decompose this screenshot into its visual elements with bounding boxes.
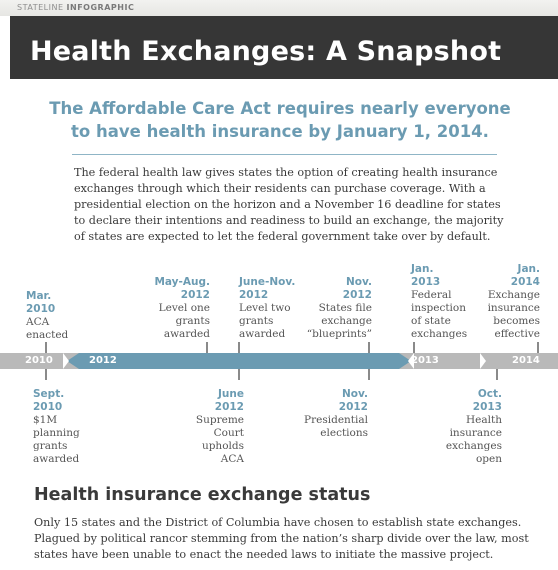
- event-date: May-Aug. 2012: [154, 276, 210, 301]
- event-description: $1M planning grants awarded: [33, 414, 80, 465]
- timeline-event: [26, 290, 68, 342]
- year-label: 2014: [512, 355, 540, 366]
- status-paragraph: Only 15 states and the District of Columbia have chosen to establish state exchanges. Plagued by political rancor stemming from the nation’s sharp divide over the law, most states have been unable to enact the needed laws to initiate the massive project.: [34, 516, 529, 561]
- timeline-event: [239, 276, 295, 341]
- timeline-tick: [413, 342, 415, 353]
- event-date: Jan. 2014: [510, 263, 540, 288]
- event-date: Oct. 2013: [472, 388, 502, 413]
- event-description: Federal inspection of state exchanges: [411, 289, 468, 340]
- year-label: 2010: [25, 355, 53, 366]
- event-description: Exchange insurance becomes effective: [487, 289, 540, 340]
- timeline-tick: [368, 369, 370, 380]
- timeline-event: [430, 388, 502, 466]
- timeline-tick: [368, 342, 370, 353]
- timeline-tick: [496, 369, 498, 380]
- timeline-tick: [206, 342, 208, 353]
- intro-paragraph: The federal health law gives states the option of creating health insurance exchanges through which their residents can purchase coverage. With a presidential election on the horizon and a November 16 deadline for states to declare their intentions and readiness to build an exchange, the majority of states are expected to let the federal government take over by default.: [74, 166, 504, 243]
- title-band: [10, 16, 558, 79]
- timeline-event: [180, 388, 244, 466]
- event-description: Level one grants awarded: [158, 302, 210, 340]
- event-description: Presidential elections: [304, 414, 368, 439]
- timeline-gap: [63, 353, 69, 369]
- event-date: Nov. 2012: [342, 276, 372, 301]
- timeline-tick: [238, 342, 240, 353]
- event-description: Supreme Court upholds ACA: [195, 414, 244, 465]
- event-description: Level two grants awarded: [239, 302, 291, 340]
- event-date: Mar. 2010: [26, 290, 56, 315]
- timeline-event: [148, 276, 210, 341]
- event-description: States file exchange “blueprints”: [306, 302, 372, 340]
- brand-suffix: INFOGRAPHIC: [66, 3, 135, 12]
- brand-prefix: STATELINE: [17, 3, 64, 12]
- divider: [72, 154, 497, 155]
- timeline-tick: [238, 369, 240, 380]
- year-label: 2012: [89, 355, 117, 366]
- timeline-tick: [537, 342, 539, 353]
- event-description: Health insurance exchanges open: [445, 414, 502, 465]
- timeline-event: [33, 388, 80, 466]
- top-bar: [0, 0, 558, 16]
- event-date: Jan. 2013: [411, 263, 441, 288]
- event-date: June 2012: [214, 388, 244, 413]
- event-date: Nov. 2012: [338, 388, 368, 413]
- timeline-event: [290, 388, 368, 440]
- subheadline: The Affordable Care Act requires nearly everyone to have health insurance by January 1, 2014.: [49, 99, 511, 141]
- timeline-event: [475, 263, 540, 341]
- event-description: ACA enacted: [26, 316, 69, 341]
- year-label: 2013: [411, 355, 439, 366]
- timeline-gap: [480, 353, 486, 369]
- page-title: Health Exchanges: A Snapshot: [30, 36, 502, 67]
- event-date: June-Nov. 2012: [239, 276, 296, 301]
- status-heading: Health insurance exchange status: [34, 485, 371, 505]
- timeline-tick: [45, 342, 47, 353]
- timeline-tick: [45, 369, 47, 380]
- timeline-event: [411, 263, 467, 341]
- timeline-2012-segment: [79, 353, 399, 369]
- event-date: Sept. 2010: [33, 388, 65, 413]
- timeline-event: [300, 276, 372, 341]
- brand-label: [17, 3, 134, 12]
